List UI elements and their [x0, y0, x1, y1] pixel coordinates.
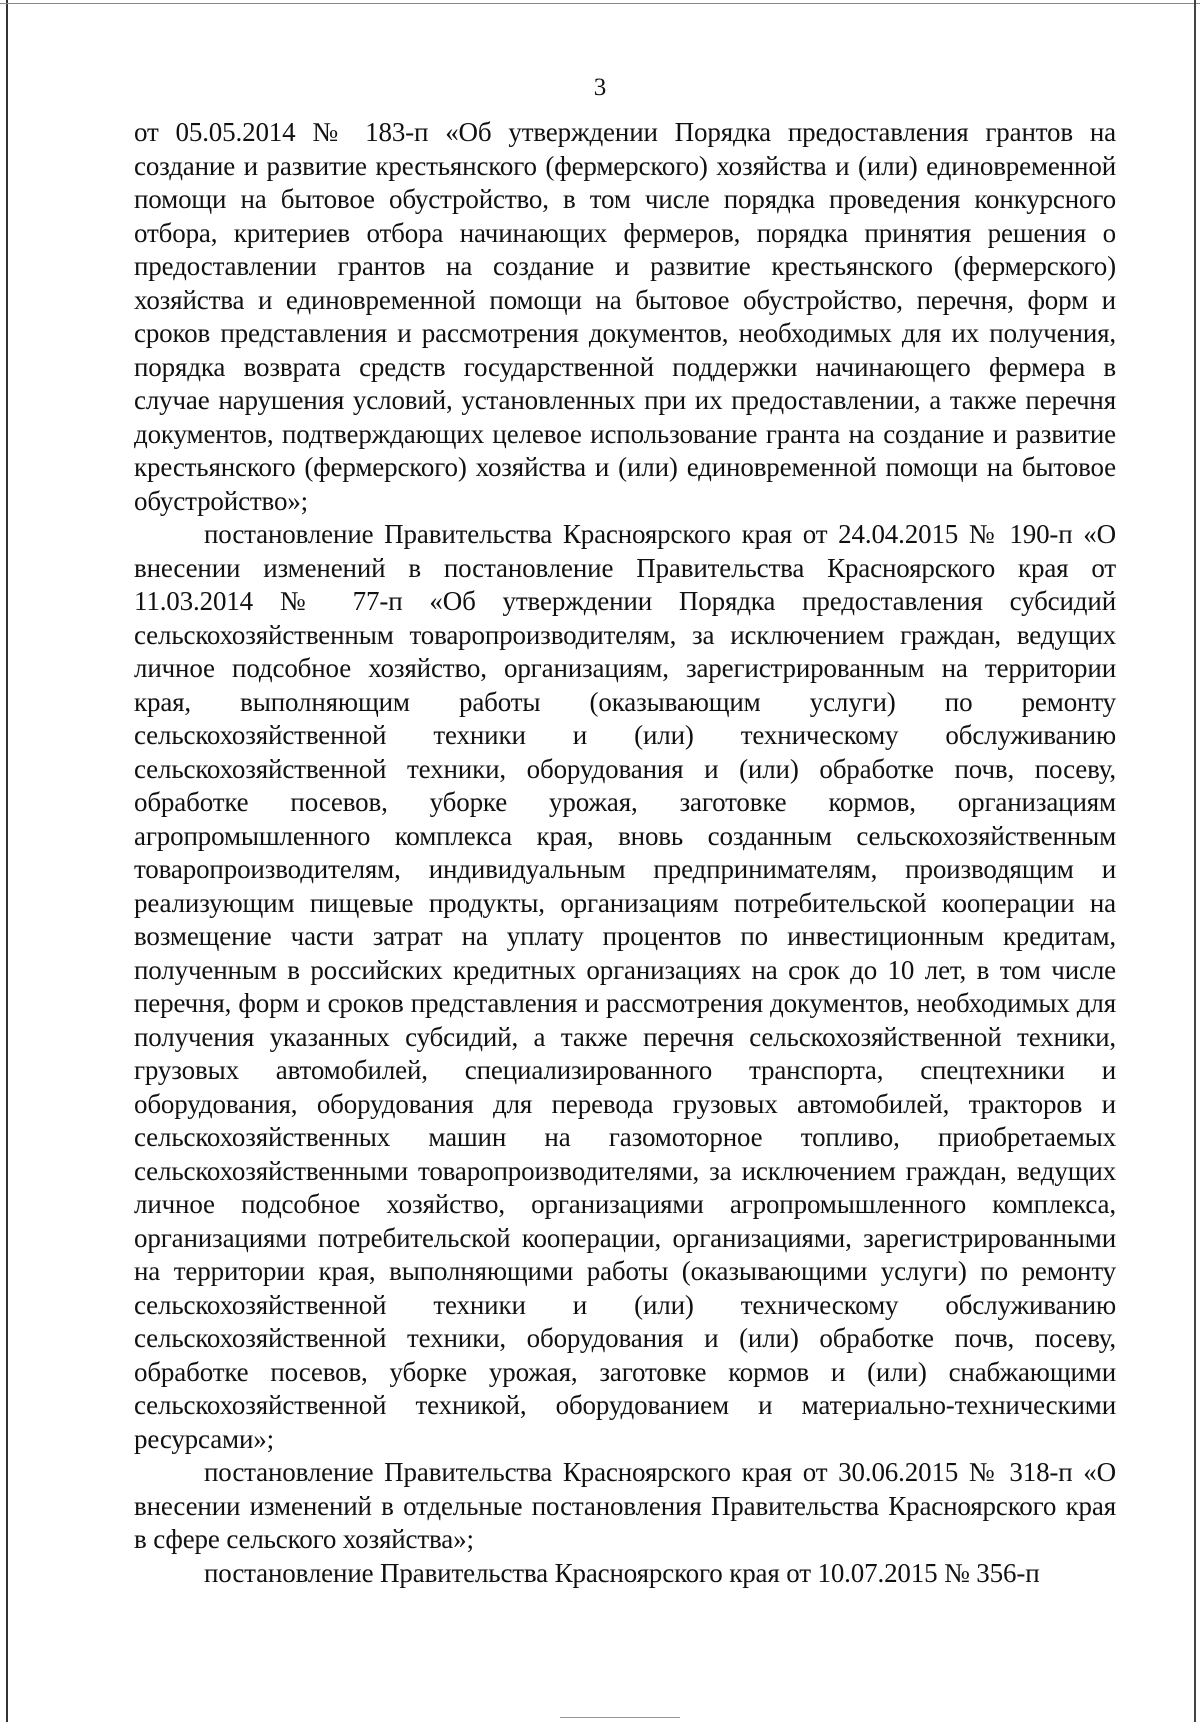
- paragraph-decree-318p: постановление Правительства Красноярского края от 30.06.2015 № 318-п «О внесении изменений в отдельные постановления Правительства Красноярского края в сфере сельского хозяйства»;: [134, 1457, 1116, 1554]
- page-number: 3: [593, 74, 607, 101]
- paragraph-decree-183p-tail: от 05.05.2014 № 183-п «Об утверждении Порядка предоставления грантов на создание и развитие крестьянского (фермерского) хозяйства и (или) единовременной помощи на бытовое обустройство, в том числе порядка проведения конкурсного отбора, критериев отбора начинающих фермеров, порядка принятия решения о предоставлении грантов на создание и развитие крестьянского (фермерского) хозяйства и единовременной помощи на бытовое обустройство, перечня, форм и сроков представления и рассмотрения документов, необходимых для их получения, порядка возврата средств государственной поддержки начинающего фермера в случае нарушения условий, установленных при их предоставлении, а также перечня документов, подтверждающих целевое использование гранта на создание и развитие крестьянского (фермерского) хозяйства и (или) единовременной помощи на бытовое обустройство»;: [134, 117, 1116, 516]
- scan-bottom-mark: [560, 1717, 680, 1718]
- paragraph-decree-356p: постановление Правительства Красноярского края от 10.07.2015 № 356-п: [204, 1557, 1040, 1588]
- scan-right-edge: [1194, 0, 1196, 1722]
- scan-top-edge: [0, 3, 1200, 4]
- document-body: [134, 116, 1116, 1590]
- scan-left-edge: [6, 0, 8, 1722]
- paragraph-decree-190p: постановление Правительства Красноярского края от 24.04.2015 № 190-п «О внесении изменений в постановление Правительства Красноярского края от 11.03.2014 № 77-п «Об утверждении Порядка предоставления субсидий сельскохозяйственным товаропроизводителям, за исключением граждан, ведущих личное подсобное хозяйство, организациям, зарегистрированным на территории края, выполняющим работы (оказывающим услуги) по ремонту сельскохозяйственной техники и (или) техническому обслуживанию сельскохозяйственной техники, оборудования и (или) обработке почв, посеву, обработке посевов, уборке урожая, заготовке кормов, организациям агропромышленного комплекса края, вновь созданным сельскохозяйственным товаропроизводителям, индивидуальным предпринимателям, производящим и реализующим пищевые продукты, организациям потребительской кооперации на возмещение части затрат на уплату процентов по инвестиционным кредитам, полученным в российских кредитных организациях на срок до 10 лет, в том числе перечня, форм и сроков представления и рассмотрения документов, необходимых для получения указанных субсидий, а также перечня сельскохозяйственной техники, грузовых автомобилей, специализированного транспорта, спецтехники и оборудования, оборудования для перевода грузовых автомобилей, тракторов и сельскохозяйственных машин на газомоторное топливо, приобретаемых сельскохозяйственными товаропроизводителями, за исключением граждан, ведущих личное подсобное хозяйство, организациями агропромышленного комплекса, организациями потребительской кооперации, организациями, зарегистрированными на территории края, выполняющими работы (оказывающими услуги) по ремонту сельскохозяйственной техники и (или) техническому обслуживанию сельскохозяйственной техники, оборудования и (или) обработке почв, посеву, обработке посевов, уборке урожая, заготовке кормов и (или) снабжающими сельскохозяйственной техникой, оборудованием и материально-техническими ресурсами»;: [134, 519, 1116, 1454]
